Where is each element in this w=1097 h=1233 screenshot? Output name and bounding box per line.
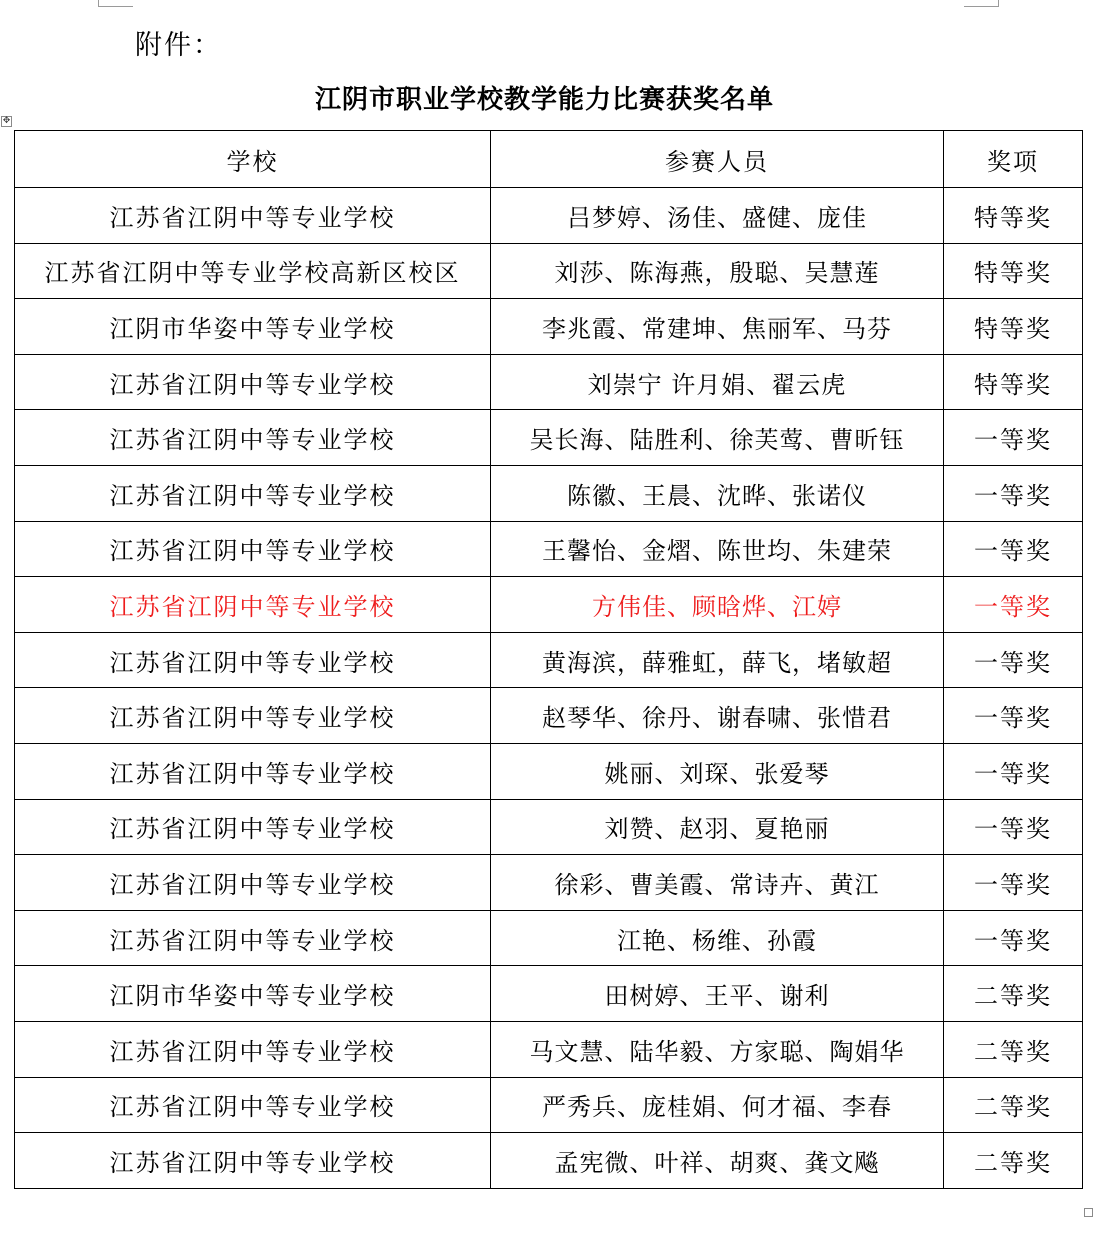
table-row-highlighted: [15, 577, 1083, 633]
cell-participants: 徐彩、曹美霞、常诗卉、黄江: [491, 855, 944, 911]
cell-award: 一等奖: [944, 577, 1083, 633]
table-row: [15, 1021, 1083, 1077]
table-resize-handle-icon[interactable]: [1084, 1208, 1093, 1217]
cell-school: 江苏省江阴中等专业学校: [15, 521, 491, 577]
header-participants: 参赛人员: [491, 131, 944, 188]
table-row: [15, 910, 1083, 966]
cell-school: 江苏省江阴中等专业学校: [15, 1077, 491, 1133]
cell-school: 江苏省江阴中等专业学校: [15, 577, 491, 633]
table-row: [15, 243, 1083, 299]
table-row: [15, 855, 1083, 911]
cell-school: 江苏省江阴中等专业学校: [15, 910, 491, 966]
cell-award: 一等奖: [944, 910, 1083, 966]
cell-participants: 王馨怡、金熠、陈世均、朱建荣: [491, 521, 944, 577]
cell-school: 江苏省江阴中等专业学校: [15, 688, 491, 744]
table-row: [15, 299, 1083, 355]
cell-award: 一等奖: [944, 521, 1083, 577]
cell-award: 一等奖: [944, 465, 1083, 521]
cell-school: 江苏省江阴中等专业学校高新区校区: [15, 243, 491, 299]
cell-award: 二等奖: [944, 1077, 1083, 1133]
page-corner-mark-right: [964, 0, 999, 7]
cell-school: 江苏省江阴中等专业学校: [15, 743, 491, 799]
cell-school: 江阴市华姿中等专业学校: [15, 299, 491, 355]
table-row: [15, 743, 1083, 799]
table-row: [15, 632, 1083, 688]
cell-participants: 吴长海、陆胜利、徐芙莺、曹昕钰: [491, 410, 944, 466]
cell-school: 江苏省江阴中等专业学校: [15, 354, 491, 410]
table-row: [15, 1133, 1083, 1189]
table-row: [15, 410, 1083, 466]
cell-award: 二等奖: [944, 966, 1083, 1022]
cell-award: 一等奖: [944, 799, 1083, 855]
cell-participants: 陈徽、王晨、沈晔、张诺仪: [491, 465, 944, 521]
header-school: 学校: [15, 131, 491, 188]
cell-school: 江苏省江阴中等专业学校: [15, 799, 491, 855]
page-corner-mark-left: [98, 0, 133, 7]
table-row: [15, 465, 1083, 521]
cell-participants: 赵琴华、徐丹、谢春啸、张惜君: [491, 688, 944, 744]
table-move-handle-icon[interactable]: ✥: [2, 116, 11, 126]
table-row: [15, 966, 1083, 1022]
cell-award: 二等奖: [944, 1133, 1083, 1189]
table-row: [15, 521, 1083, 577]
cell-school: 江苏省江阴中等专业学校: [15, 465, 491, 521]
cell-award: 特等奖: [944, 354, 1083, 410]
cell-award: 特等奖: [944, 243, 1083, 299]
table-row: [15, 799, 1083, 855]
cell-participants: 马文慧、陆华毅、方家聪、陶娟华: [491, 1021, 944, 1077]
cell-school: 江苏省江阴中等专业学校: [15, 1021, 491, 1077]
cell-participants: 严秀兵、庞桂娟、何才福、李春: [491, 1077, 944, 1133]
cell-participants: 姚丽、刘琛、张爱琴: [491, 743, 944, 799]
awards-table: [14, 130, 1083, 1189]
cell-award: 一等奖: [944, 410, 1083, 466]
cell-participants: 黄海滨，薛雅虹，薛飞，堵敏超: [491, 632, 944, 688]
cell-award: 特等奖: [944, 299, 1083, 355]
cell-participants: 刘莎、陈海燕，殷聪、吴慧莲: [491, 243, 944, 299]
cell-school: 江苏省江阴中等专业学校: [15, 855, 491, 911]
table-row: [15, 688, 1083, 744]
cell-school: 江苏省江阴中等专业学校: [15, 410, 491, 466]
table-row: [15, 188, 1083, 244]
cell-award: 二等奖: [944, 1021, 1083, 1077]
cell-participants: 田树婷、王平、谢利: [491, 966, 944, 1022]
cell-school: 江苏省江阴中等专业学校: [15, 188, 491, 244]
table-header-row: [15, 131, 1083, 188]
attachment-label: 附件：: [135, 30, 222, 61]
cell-award: 一等奖: [944, 743, 1083, 799]
cell-participants: 李兆霞、常建坤、焦丽军、马芬: [491, 299, 944, 355]
cell-participants: 方伟佳、顾晗烨、江婷: [491, 577, 944, 633]
cell-participants: 孟宪微、叶祥、胡爽、龚文飚: [491, 1133, 944, 1189]
cell-participants: 江艳、杨维、孙霞: [491, 910, 944, 966]
cell-school: 江阴市华姿中等专业学校: [15, 966, 491, 1022]
cell-participants: 吕梦婷、汤佳、盛健、庞佳: [491, 188, 944, 244]
table-row: [15, 1077, 1083, 1133]
cell-participants: 刘赞、赵羽、夏艳丽: [491, 799, 944, 855]
document-title: 江阴市职业学校教学能力比赛获奖名单: [314, 85, 774, 115]
cell-school: 江苏省江阴中等专业学校: [15, 632, 491, 688]
cell-school: 江苏省江阴中等专业学校: [15, 1133, 491, 1189]
cell-award: 一等奖: [944, 855, 1083, 911]
cell-award: 一等奖: [944, 688, 1083, 744]
table-row: [15, 354, 1083, 410]
cell-award: 特等奖: [944, 188, 1083, 244]
cell-award: 一等奖: [944, 632, 1083, 688]
cell-participants: 刘崇宁 许月娟、翟云虎: [491, 354, 944, 410]
header-award: 奖项: [944, 131, 1083, 188]
